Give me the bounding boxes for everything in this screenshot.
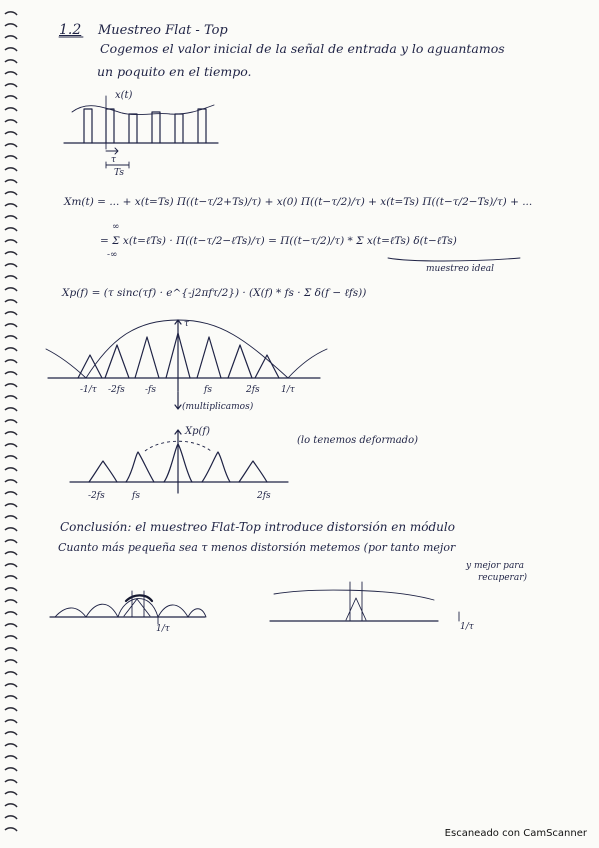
section-number: 1.2 [59,22,82,38]
section-title: Muestreo Flat - Top [98,23,228,38]
sample-pulse [84,109,92,143]
conclusion-line-2: Cuanto más pequeña sea τ menos distorsión metemos (por tanto mejor [58,541,456,554]
sample-pulse [129,114,137,143]
spectrum2-vertical-axis [175,430,181,493]
final-left-sketch [50,591,206,624]
intro-line-1: Cogemos el valor inicial de la señal de entrada y lo aguantamos [100,41,505,56]
spectrum-replica [105,345,129,378]
final-right-sketch [270,582,459,621]
deformed-replica [202,452,230,482]
intro-line-2: un poquito en el tiempo. [97,64,252,79]
sum-upper-limit: ∞ [112,222,120,232]
conclusion-note-line-2: recuperar) [478,573,528,583]
formula-line-2: = Σ x(t=ℓTs) · Π((t−τ/2−ℓTs)/τ) = Π((t−τ/2)/τ) * Σ x(t=ℓTs) δ(t−ℓTs) [100,235,457,247]
spectrum1-tick-2fs: 2fs [246,385,260,395]
sample-pulse [175,114,183,143]
spectrum1-tick-fs: fs [204,385,212,395]
pulse-width-label: τ [111,155,116,165]
spectrum2-tick-minus-2fs: -2fs [88,491,105,501]
spectrum1-tick-inv-tau: 1/τ [281,385,295,395]
spectrum2-title: Xp(f) [185,426,211,437]
spectrum2-tick-2fs: 2fs [257,491,271,501]
flat-top-sampling-sketch [64,96,218,168]
spectrum-replica [228,345,252,378]
spectrum1-tick-minus-2fs: -2fs [108,385,125,395]
deformed-spectrum-plot [70,430,288,493]
signal-label: x(t) [115,90,133,101]
sinc-times-spectrum-plot [46,320,327,409]
sample-pulse [106,109,114,143]
sum-lower-limit: -∞ [107,250,118,260]
conclusion-line-1: Conclusión: el muestreo Flat-Top introduce distorsión en módulo [60,520,455,534]
formula-line-1: Xm(t) = ... + x(t=Ts) Π((t−τ/2+Ts)/τ) + x(0) Π((t−τ/2)/τ) + x(t=Ts) Π((t−τ/2−Ts)/τ) + ... [64,196,533,208]
spectrum1-peak-label: τ [184,319,189,329]
spectrum1-vertical-axis [175,320,181,391]
scanner-watermark: Escaneado con CamScanner [444,828,587,839]
formula-line-3: Xp(f) = (τ sinc(τf) · e^{-j2πfτ/2}) · (X(f) * fs · Σ δ(f − ℓfs)) [62,287,367,299]
multiply-arrow [175,392,181,409]
spectrum1-tick-minus-fs: -fs [145,385,156,395]
spectrum2-tick-fs: fs [132,491,140,501]
deformed-replica [126,452,154,482]
sample-pulse [152,112,160,143]
deformed-replica [239,461,267,482]
final-right-tick-label: 1/τ [460,622,474,632]
period-label: Ts [114,168,124,178]
final-right-center-lines [346,582,366,621]
sketch1-signal-curve [72,105,214,115]
spectrum-replica [135,337,159,378]
ideal-sampling-brace [388,258,520,261]
pulse-width-marker [106,148,118,154]
sample-pulse [198,109,206,143]
multiply-note: (multiplicamos) [182,402,254,412]
final-right-envelope [274,590,434,600]
period-marker [106,162,129,168]
final-left-tick-label: 1/τ [156,624,170,634]
ideal-sampling-annotation: muestreo ideal [426,264,495,274]
spectrum-replica [197,337,221,378]
sinc-envelope [46,320,327,378]
deformed-note: (lo tenemos deformado) [297,435,418,446]
conclusion-note-line-1: y mejor para [466,561,524,571]
spectrum1-tick-minus-inv-tau: -1/τ [80,385,97,395]
deformed-replica [89,461,117,482]
